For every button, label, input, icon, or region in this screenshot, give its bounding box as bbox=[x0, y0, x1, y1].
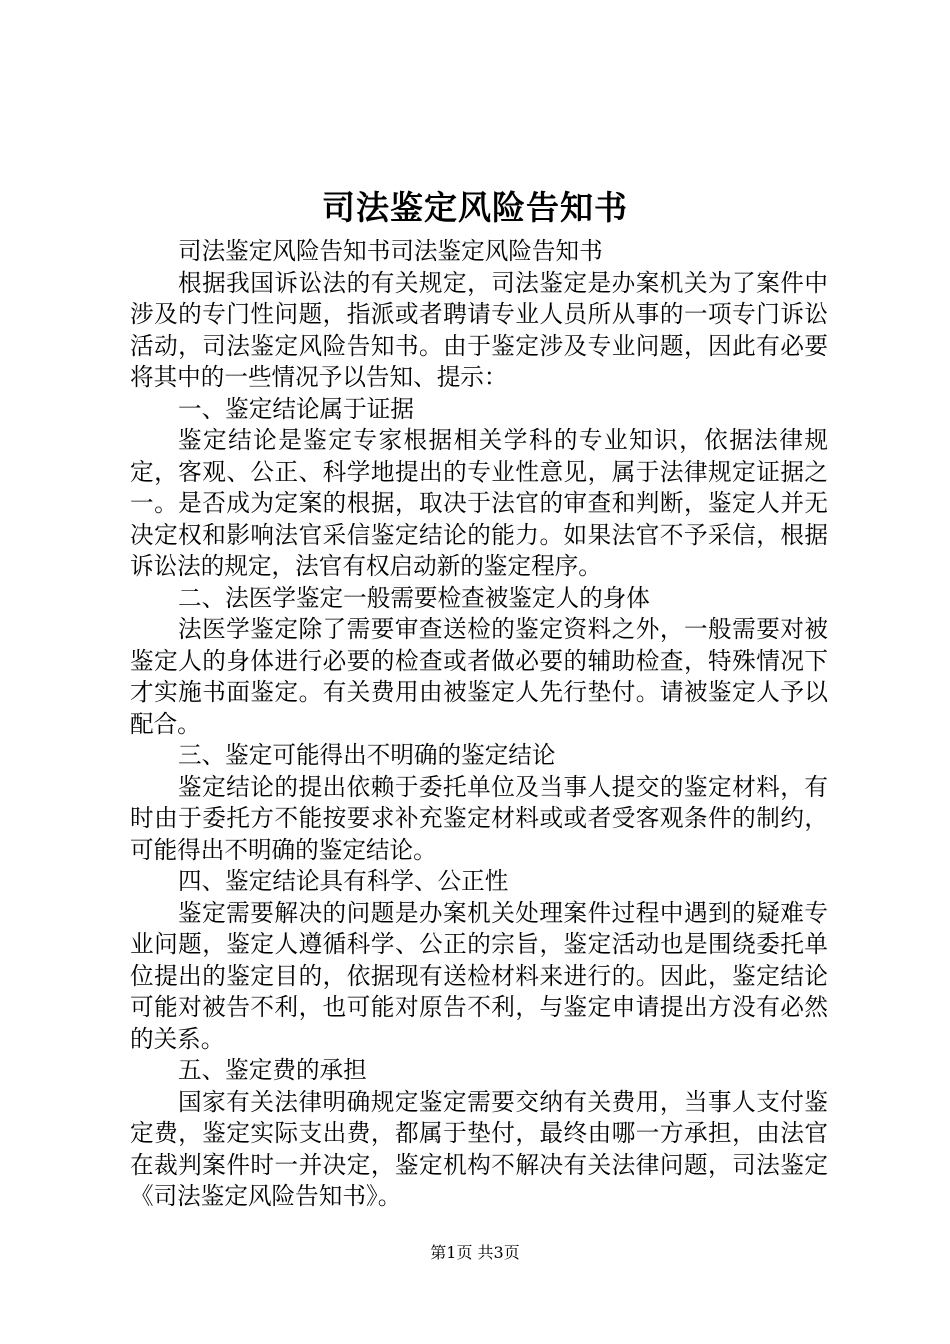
paragraph-section-5: 国家有关法律明确规定鉴定需要交纳有关费用，当事人支付鉴定费，鉴定实际支出费，都属于垫付，最终由哪一方承担，由法官在裁判案件时一并决定，鉴定机构不解决有关法律问题，司法鉴定《司法鉴定风险告知书》。 bbox=[130, 1087, 828, 1210]
document-title: 司法鉴定风险告知书 bbox=[322, 188, 628, 227]
paragraph-section-3: 鉴定结论的提出依赖于委托单位及当事人提交的鉴定材料，有时由于委托方不能按要求补充鉴定材料或或者受客观条件的制约，可能得出不明确的鉴定结论。 bbox=[130, 772, 828, 864]
paragraph-intro-repeat-title: 司法鉴定风险告知书司法鉴定风险告知书 bbox=[178, 237, 603, 265]
section-heading-5: 五、鉴定费的承担 bbox=[178, 1056, 367, 1084]
section-heading-4: 四、鉴定结论具有科学、公正性 bbox=[178, 867, 509, 895]
section-heading-2: 二、法医学鉴定一般需要检查被鉴定人的身体 bbox=[178, 583, 650, 612]
paragraph-section-1: 鉴定结论是鉴定专家根据相关学科的专业知识，依据法律规定，客观、公正、科学地提出的专业性意见，属于法律规定证据之一。是否成为定案的根据，取决于法官的审查和判断，鉴定人并无决定权和影响法官采信鉴定结论的能力。如果法官不予采信，根据诉讼法的规定，法官有权启动新的鉴定程序。 bbox=[130, 426, 828, 580]
paragraph-section-4: 鉴定需要解决的问题是办案机关处理案件过程中遇到的疑难专业问题，鉴定人遵循科学、公正的宗旨，鉴定活动也是围绕委托单位提出的鉴定目的，依据现有送检材料来进行的。因此，鉴定结论可能对被告不利，也可能对原告不利，与鉴定申请提出方没有必然的关系。 bbox=[130, 898, 828, 1053]
paragraph-intro: 根据我国诉讼法的有关规定，司法鉴定是办案机关为了案件中涉及的专门性问题，指派或者聘请专业人员所从事的一项专门诉讼活动，司法鉴定风险告知书。由于鉴定涉及专业问题，因此有必要将其中的一些情况予以告知、提示： bbox=[130, 268, 828, 391]
section-heading-3: 三、鉴定可能得出不明确的鉴定结论 bbox=[178, 741, 556, 769]
section-heading-1: 一、鉴定结论属于证据 bbox=[178, 394, 414, 423]
paragraph-section-2: 法医学鉴定除了需要审查送检的鉴定资料之外，一般需要对被鉴定人的身体进行必要的检查或者做必要的辅助检查，特殊情况下才实施书面鉴定。有关费用由被鉴定人先行垫付。请被鉴定人予以配合。 bbox=[130, 615, 828, 738]
page-footer: 第1页 共3页 bbox=[430, 1243, 520, 1262]
document-body bbox=[130, 236, 828, 1213]
